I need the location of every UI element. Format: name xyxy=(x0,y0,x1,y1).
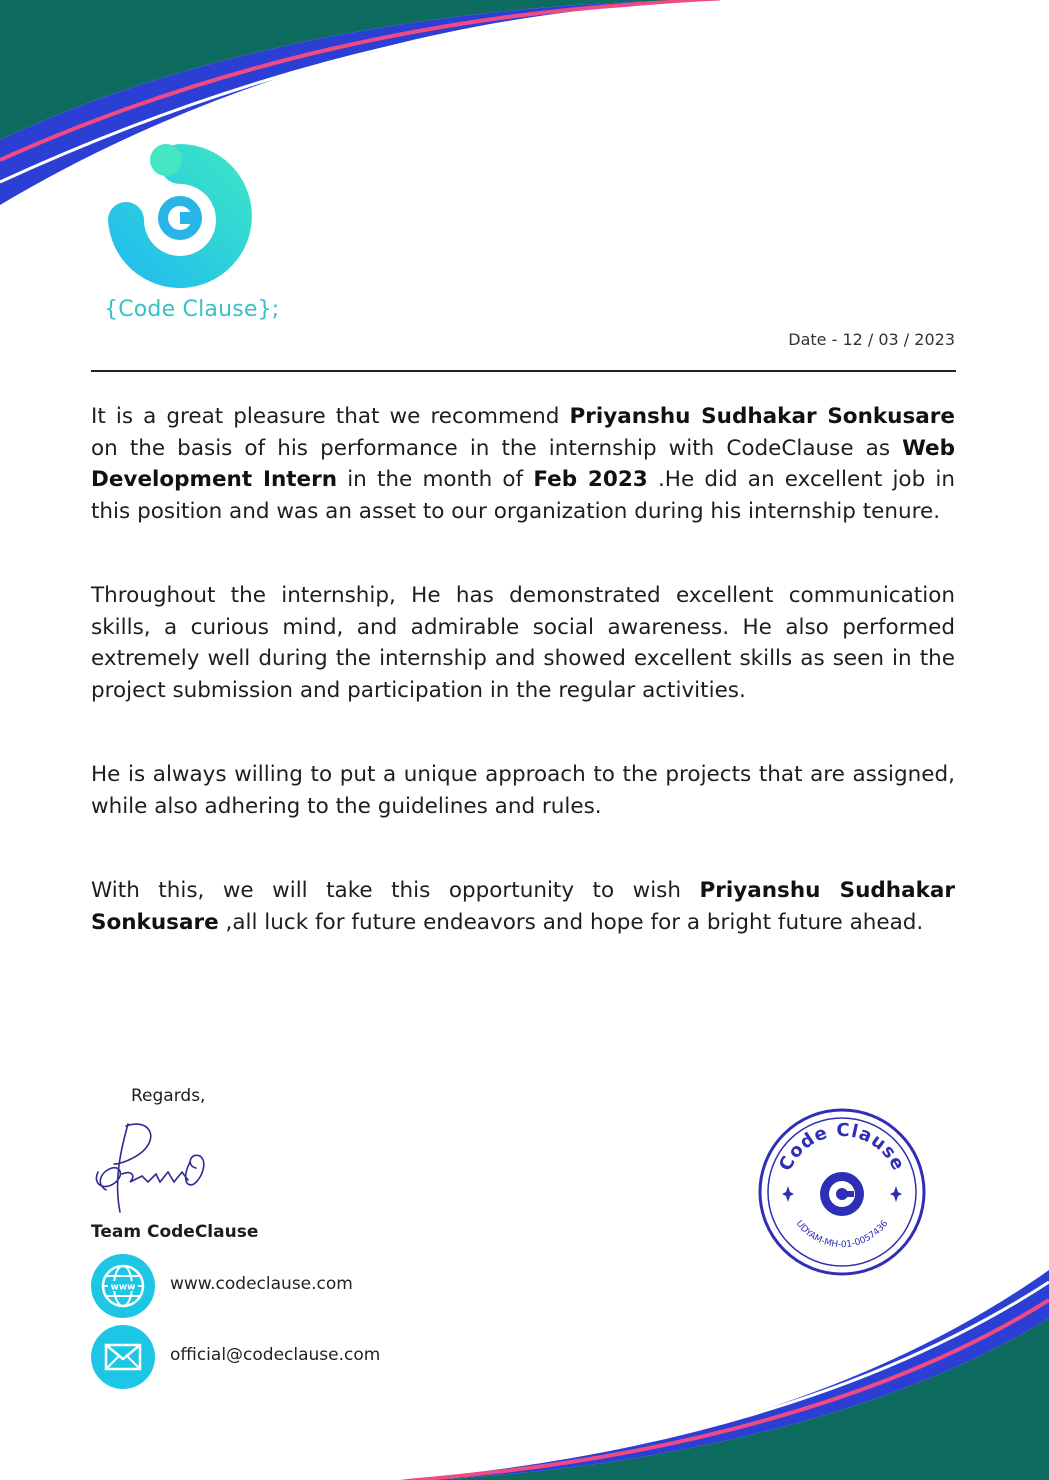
website-contact xyxy=(91,1254,391,1320)
svg-text:UDYAM-MH-01-0057436: UDYAM-MH-01-0057436 xyxy=(793,1218,891,1251)
regards-text: Regards, xyxy=(131,1086,206,1106)
paragraph-2: Throughout the internship, He has demonstrated excellent communication skills, a curious mind, and admirable social awareness. He also performed extremely well during the internship and showed excellent skills as seen in the project submission and participation in the regular activities. xyxy=(91,583,955,703)
letter-body xyxy=(91,401,955,991)
email-contact xyxy=(91,1325,391,1391)
email-link[interactable]: official@codeclause.com xyxy=(170,1345,381,1365)
svg-text:www: www xyxy=(110,1282,136,1293)
svg-text:Code Clause: Code Clause xyxy=(775,1119,909,1175)
intern-name-closing: Priyanshu Sudhakar Sonkusare xyxy=(91,878,955,935)
paragraph-1: It is a great pleasure that we recommend Priyanshu Sudhakar Sonkusare on the basis of his performance in the internship with CodeClause as Web Development Intern in the month of Feb 2023 .He did an excellent job in this position and was an asset to our organization during his internship tenure. xyxy=(91,404,955,524)
brand-name: {Code Clause}; xyxy=(104,297,280,322)
intern-name: Priyanshu Sudhakar Sonkusare xyxy=(569,404,955,429)
codeclause-logo xyxy=(100,140,260,290)
team-signoff: Team CodeClause xyxy=(91,1222,259,1242)
signature xyxy=(90,1112,230,1222)
letter-date: Date - 12 / 03 / 2023 xyxy=(788,330,955,349)
company-stamp xyxy=(756,1106,928,1278)
website-link[interactable]: www.codeclause.com xyxy=(170,1274,353,1294)
header-divider xyxy=(91,370,956,372)
paragraph-4: With this, we will take this opportunity to wish Priyanshu Sudhakar Sonkusare ,all luck for future endeavors and hope for a bright future ahead. xyxy=(91,878,955,935)
envelope-icon xyxy=(91,1325,155,1389)
intern-role: Web Development Intern xyxy=(91,435,955,492)
paragraph-3: He is always willing to put a unique approach to the projects that are assigned, while also adhering to the guidelines and rules. xyxy=(91,762,955,819)
globe-icon xyxy=(91,1254,155,1318)
internship-month: Feb 2023 xyxy=(533,467,648,492)
